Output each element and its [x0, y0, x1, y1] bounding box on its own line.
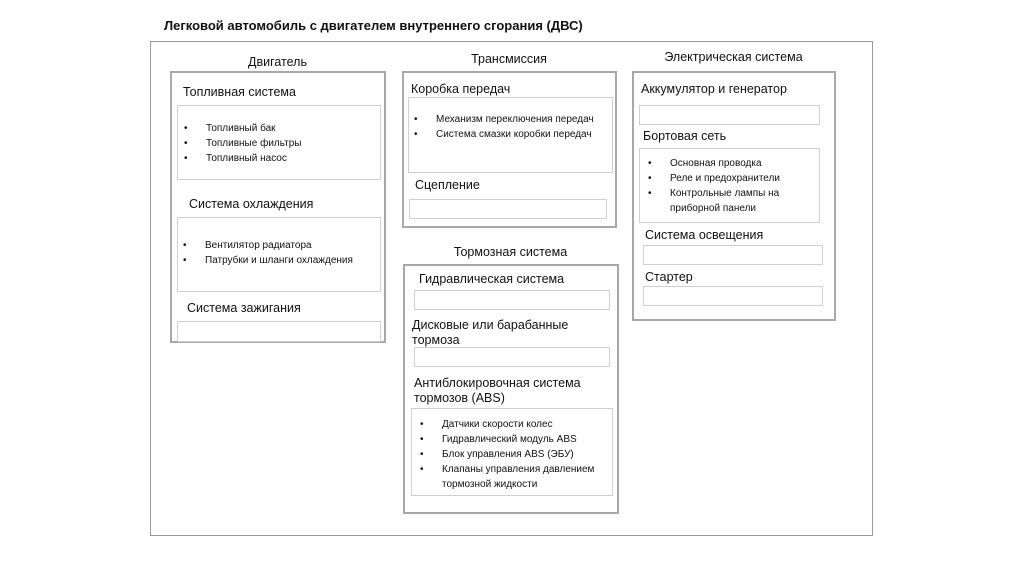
- fuel-system-list: [182, 121, 302, 166]
- cooling-system-label: Система охлаждения: [189, 197, 314, 211]
- diagram-title: Легковой автомобиль с двигателем внутреннего сгорания (ДВС): [164, 18, 583, 33]
- gearbox-box: [408, 97, 613, 173]
- list-item: • Основная проводка: [646, 156, 816, 171]
- abs-box: [411, 408, 613, 496]
- list-item: • Механизм переключения передач: [412, 112, 608, 127]
- list-item: • Система смазки коробки передач: [412, 127, 608, 142]
- electrical-group: [632, 71, 836, 321]
- brakes-group-label: Тормозная система: [453, 245, 568, 259]
- clutch-box: [409, 199, 607, 219]
- list-item: • Реле и предохранители: [646, 171, 816, 186]
- battery-generator-label: Аккумулятор и генератор: [641, 82, 787, 96]
- cooling-system-list: [181, 238, 353, 268]
- ignition-system-box: [177, 321, 381, 342]
- list-item: • Клапаны управления давлением тормозной жидкости: [418, 462, 608, 492]
- transmission-group-label: Трансмиссия: [471, 52, 547, 66]
- transmission-group: [402, 71, 617, 228]
- fuel-system-label: Топливная система: [183, 85, 296, 99]
- ignition-system-label: Система зажигания: [187, 301, 301, 315]
- list-item: • Патрубки и шланги охлаждения: [181, 253, 353, 268]
- fuel-system-box: [177, 105, 381, 180]
- cooling-system-box: [177, 217, 381, 292]
- hydraulic-system-label: Гидравлическая система: [419, 272, 565, 286]
- starter-box: [643, 286, 823, 306]
- list-item: • Вентилятор радиатора: [181, 238, 353, 253]
- list-item: • Блок управления ABS (ЭБУ): [418, 447, 608, 462]
- engine-group: [170, 71, 386, 343]
- lighting-system-label: Система освещения: [645, 228, 764, 242]
- electrical-group-label: Электрическая система: [664, 50, 803, 64]
- list-item: • Топливный бак: [182, 121, 302, 136]
- gearbox-label: Коробка передач: [411, 82, 511, 96]
- engine-group-label: Двигатель: [248, 55, 307, 69]
- battery-generator-box: [639, 105, 820, 125]
- clutch-label: Сцепление: [415, 178, 480, 192]
- abs-list: [418, 417, 608, 492]
- list-item: • Топливные фильтры: [182, 136, 302, 151]
- lighting-system-box: [643, 245, 823, 265]
- starter-label: Стартер: [645, 270, 693, 284]
- onboard-network-list: [646, 156, 816, 216]
- disc-drum-brakes-label: Дисковые или барабанные тормоза: [412, 318, 569, 347]
- abs-label: Антиблокировочная система тормозов (ABS): [414, 376, 581, 405]
- list-item: • Датчики скорости колес: [418, 417, 608, 432]
- gearbox-list: [412, 112, 608, 142]
- list-item: • Контрольные лампы на приборной панели: [646, 186, 816, 216]
- list-item: • Гидравлический модуль ABS: [418, 432, 608, 447]
- onboard-network-box: [639, 148, 820, 223]
- hydraulic-system-box: [414, 290, 610, 310]
- brakes-group: [403, 264, 619, 514]
- list-item: • Топливный насос: [182, 151, 302, 166]
- onboard-network-label: Бортовая сеть: [643, 129, 727, 143]
- disc-drum-brakes-box: [414, 347, 610, 367]
